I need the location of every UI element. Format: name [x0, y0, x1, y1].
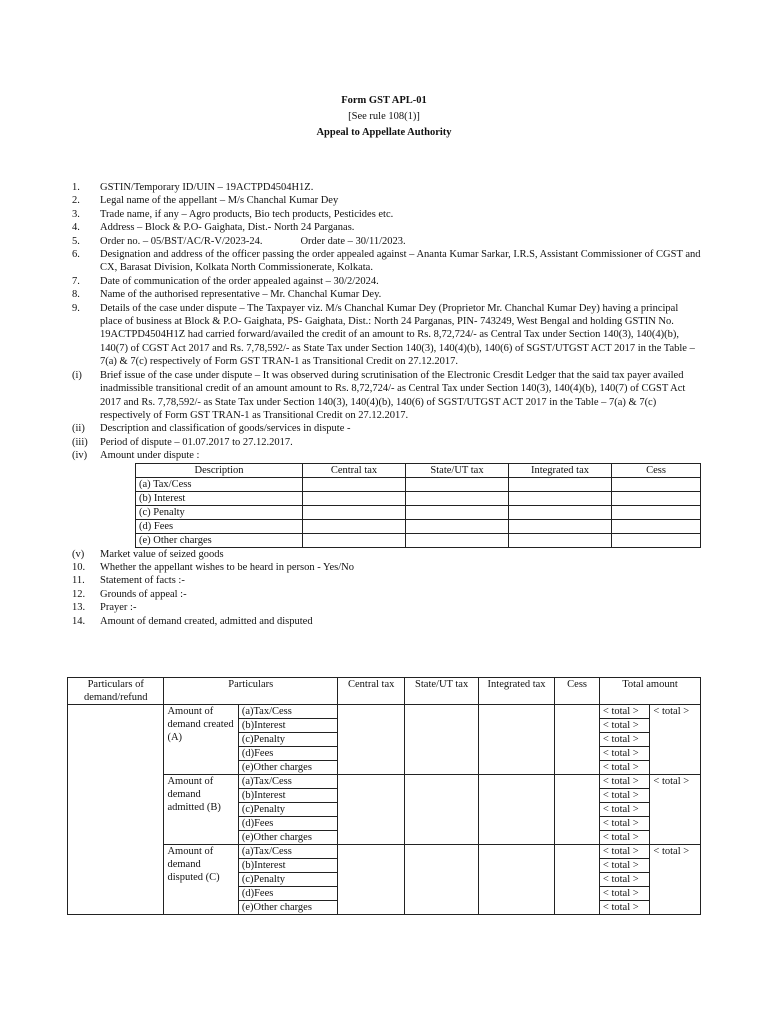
- subrow-label: (d)Fees: [238, 817, 337, 831]
- item-number: 8.: [72, 289, 80, 301]
- list-item: [72, 275, 702, 288]
- total-cell: < total >: [599, 761, 650, 775]
- appeal-details-list: [72, 181, 702, 628]
- subrow-label: (b)Interest: [238, 789, 337, 803]
- item-text-main: Order no. – 05/BST/AC/R-V/2023-24.: [100, 235, 263, 247]
- group-label: Amount of demand admitted (B): [164, 775, 238, 845]
- table-row: [136, 533, 701, 547]
- header-state-tax: State/UT tax: [405, 678, 478, 705]
- amount-cell: [338, 705, 405, 775]
- group-label: Amount of demand created (A): [164, 705, 238, 775]
- subrow-label: (b)Interest: [238, 859, 337, 873]
- header-cess: Cess: [555, 678, 600, 705]
- total-cell: < total >: [599, 775, 650, 789]
- amount-cell: [478, 705, 554, 775]
- item-text: [100, 615, 702, 628]
- header-integrated-tax: Integrated tax: [478, 678, 554, 705]
- header-total-amount: Total amount: [599, 678, 700, 705]
- list-item: [72, 548, 702, 561]
- item-text: [100, 601, 702, 614]
- row-description: (a) Tax/Cess: [136, 477, 303, 491]
- item-text: [100, 436, 702, 449]
- demand-table: [67, 677, 701, 915]
- table-cell: [509, 477, 612, 491]
- subrow-label: (b)Interest: [238, 719, 337, 733]
- particulars-cell: [68, 845, 164, 915]
- total-cell: < total >: [599, 803, 650, 817]
- list-item: [72, 302, 702, 369]
- demand-table-header: [68, 678, 701, 705]
- item-number: 9.: [72, 302, 80, 314]
- header-central-tax: Central tax: [338, 678, 405, 705]
- item-text-main: Date of communication of the order appealed against – 30/2/2024.: [100, 275, 379, 287]
- total-cell: < total >: [599, 747, 650, 761]
- group-total-cell: < total >: [650, 845, 701, 915]
- item-text: [100, 248, 702, 275]
- list-item: [72, 601, 702, 614]
- table-cell: [509, 519, 612, 533]
- item-number: 2.: [72, 195, 80, 207]
- list-item: [72, 221, 702, 234]
- item-text-main: Grounds of appeal :-: [100, 588, 187, 600]
- subrow-label: (a)Tax/Cess: [238, 845, 337, 859]
- item-text: [100, 588, 702, 601]
- table-row: [136, 477, 701, 491]
- amount-cell: [405, 705, 478, 775]
- item-text-main: Legal name of the appellant – M/s Chanchal Kumar Dey: [100, 195, 339, 207]
- item-text: [100, 449, 702, 462]
- list-item: [72, 235, 702, 248]
- subrow-label: (a)Tax/Cess: [238, 775, 337, 789]
- table-cell: [303, 505, 406, 519]
- row-description: (d) Fees: [136, 519, 303, 533]
- table-cell: [406, 533, 509, 547]
- table-cell: [406, 477, 509, 491]
- header-cess: Cess: [612, 463, 701, 477]
- list-item: [72, 574, 702, 587]
- table-cell: [406, 505, 509, 519]
- amount-cell: [405, 775, 478, 845]
- table-cell: [509, 533, 612, 547]
- item-text-main: Designation and address of the officer passing the order appealed against – Ananta Kumar Sarkar, I.R.S, Assistant Commissioner of CGST and CX, Barasat Division, Kolkata North Commissionerate, Kolkata.: [100, 249, 701, 274]
- amount-cell: [338, 845, 405, 915]
- list-item: [72, 561, 702, 574]
- amount-cell: [478, 845, 554, 915]
- total-cell: < total >: [599, 719, 650, 733]
- amount-cell: [478, 775, 554, 845]
- item-text-main: Whether the appellant wishes to be heard in person - Yes/No: [100, 561, 354, 573]
- subrow-label: (e)Other charges: [238, 901, 337, 915]
- item-text-main: Period of dispute – 01.07.2017 to 27.12.2017.: [100, 436, 293, 448]
- list-item: [72, 181, 702, 194]
- item-text: [100, 288, 702, 301]
- item-text-main: Prayer :-: [100, 602, 137, 614]
- item-text-main: Trade name, if any – Agro products, Bio tech products, Pesticides etc.: [100, 208, 394, 220]
- item-text: [100, 422, 702, 435]
- header-particulars: Particulars: [164, 678, 338, 705]
- item-number: (iv): [72, 450, 88, 462]
- table-cell: [509, 491, 612, 505]
- header-integrated-tax: Integrated tax: [509, 463, 612, 477]
- table-row: [136, 505, 701, 519]
- item-text-main: Description and classification of goods/services in dispute -: [100, 423, 351, 435]
- item-text: [100, 208, 702, 221]
- subrow-label: (c)Penalty: [238, 803, 337, 817]
- particulars-cell: [68, 775, 164, 845]
- list-item: [72, 194, 702, 207]
- list-item: [72, 422, 702, 435]
- total-cell: < total >: [599, 789, 650, 803]
- table-cell: [612, 519, 701, 533]
- item-text-main: Amount under dispute :: [100, 450, 200, 462]
- list-item: [72, 369, 702, 423]
- table-row: [68, 705, 701, 719]
- header-particulars-of-demand: Particulars of demand/refund: [68, 678, 164, 705]
- item-text-secondary: Order date – 30/11/2023.: [300, 235, 406, 247]
- form-title: Form GST APL-01: [341, 95, 427, 106]
- list-item: [72, 248, 702, 275]
- item-number: 1.: [72, 182, 80, 193]
- particulars-cell: [68, 705, 164, 775]
- group-total-cell: < total >: [650, 705, 701, 775]
- amount-under-dispute-table: [135, 463, 701, 548]
- table-cell: [509, 505, 612, 519]
- item-text: [100, 561, 702, 574]
- item-number: 5.: [72, 235, 80, 247]
- table-cell: [612, 477, 701, 491]
- item-number: 10.: [72, 561, 86, 573]
- item-text-main: Market value of seized goods: [100, 548, 224, 560]
- item-text: [100, 221, 702, 234]
- total-cell: < total >: [599, 817, 650, 831]
- item-number: (ii): [72, 423, 85, 435]
- table-cell: [612, 505, 701, 519]
- amount-cell: [555, 705, 600, 775]
- group-label: Amount of demand disputed (C): [164, 845, 238, 915]
- form-header: [0, 93, 768, 141]
- total-cell: < total >: [599, 831, 650, 845]
- item-text: [100, 235, 702, 248]
- item-text-main: Address – Block & P.O- Gaighata, Dist.- North 24 Parganas.: [100, 222, 355, 234]
- header-description: Description: [136, 463, 303, 477]
- total-cell: < total >: [599, 859, 650, 873]
- subrow-label: (e)Other charges: [238, 831, 337, 845]
- item-text-main: Name of the authorised representative – Mr. Chanchal Kumar Dey.: [100, 289, 382, 301]
- item-number: 14.: [72, 615, 86, 627]
- item-text: [100, 302, 702, 369]
- row-description: (e) Other charges: [136, 533, 303, 547]
- item-number: 3.: [72, 208, 80, 220]
- subrow-label: (d)Fees: [238, 887, 337, 901]
- item-number: (iii): [72, 436, 88, 448]
- list-item: [72, 449, 702, 462]
- item-number: (i): [72, 369, 82, 381]
- table-cell: [612, 533, 701, 547]
- table-cell: [406, 519, 509, 533]
- table-cell: [303, 477, 406, 491]
- table-cell: [303, 519, 406, 533]
- table-cell: [612, 491, 701, 505]
- table-cell: [303, 533, 406, 547]
- list-item: [72, 208, 702, 221]
- item-text-main: Amount of demand created, admitted and disputed: [100, 615, 313, 627]
- list-item: [72, 288, 702, 301]
- form-subtitle: Appeal to Appellate Authority: [316, 127, 452, 138]
- total-cell: < total >: [599, 873, 650, 887]
- item-text-main: Statement of facts :-: [100, 575, 185, 587]
- subrow-label: (c)Penalty: [238, 873, 337, 887]
- item-text: [100, 275, 702, 288]
- table-row: [68, 845, 701, 859]
- item-text: [100, 574, 702, 587]
- table-row: [68, 775, 701, 789]
- amount-cell: [338, 775, 405, 845]
- table-row: [136, 519, 701, 533]
- item-number: 6.: [72, 249, 80, 261]
- item-text: [100, 194, 702, 207]
- total-cell: < total >: [599, 901, 650, 915]
- item-text-main: GSTIN/Temporary ID/UIN – 19ACTPD4504H1Z.: [100, 182, 314, 193]
- table-cell: [303, 491, 406, 505]
- subrow-label: (a)Tax/Cess: [238, 705, 337, 719]
- total-cell: < total >: [599, 887, 650, 901]
- total-cell: < total >: [599, 705, 650, 719]
- subrow-label: (d)Fees: [238, 747, 337, 761]
- table-row: [136, 491, 701, 505]
- amount-table-header: [136, 463, 701, 477]
- list-item: [72, 588, 702, 601]
- list-item: [72, 615, 702, 628]
- item-number: 12.: [72, 588, 86, 600]
- row-description: (b) Interest: [136, 491, 303, 505]
- amount-cell: [405, 845, 478, 915]
- item-text-main: Details of the case under dispute – The Taxpayer viz. M/s Chanchal Kumar Dey (Proprietor Mr. Chanchal Kumar Dey) having a principal place of business at Block & P.O- Gaighata, PS- Gaighata, Dist.: North 24 Parganas, PIN- 743249, West Bengal and holding GSTIN No. 19ACTPD4504H1Z had carried forward/availed the credit of an amount to Rs. 8,72,724/- as Central Tax under Section 140(3), 140(4)(b), 140(7) of CGST Act 2017 and Rs. 7,78,592/- as State Tax under Section 140(3), 140(4)(b), 140(6) of SGST/UTGST ACT 2017 in the Table – 7(a) & 7(c) respectively of Form GST TRAN-1 as Transitional Credit on 27.12.2017.: [100, 302, 695, 368]
- item-number: 11.: [72, 575, 85, 587]
- row-description: (c) Penalty: [136, 505, 303, 519]
- subrow-label: (e)Other charges: [238, 761, 337, 775]
- form-rule: [See rule 108(1)]: [348, 111, 420, 122]
- total-cell: < total >: [599, 845, 650, 859]
- amount-cell: [555, 775, 600, 845]
- total-cell: < total >: [599, 733, 650, 747]
- list-item: [72, 436, 702, 449]
- subrow-label: (c)Penalty: [238, 733, 337, 747]
- group-total-cell: < total >: [650, 775, 701, 845]
- item-number: 13.: [72, 602, 86, 614]
- item-text-main: Brief issue of the case under dispute – It was observed during scrutinisation of the Electronic Cresdit Ledger that the said tax payer availed inadmissible transitional credit of an amount amount to Rs. 8,72,724/- as Central Tax under Section 140(3), 140(4)(b), 140(7) of CGST Act 2017 and Rs. 7,78,592/- as State Tax under Section 140(3), 140(4)(b), 140(6) of SGST/UTGST ACT 2017 in the Table – 7(a) & 7(c) respectively of Form GST TRAN-1 as Transitional Credit on 27.12.2017.: [100, 369, 686, 421]
- table-cell: [406, 491, 509, 505]
- amount-cell: [555, 845, 600, 915]
- item-number: 4.: [72, 222, 80, 234]
- item-text: [100, 369, 702, 423]
- item-number: 7.: [72, 275, 80, 287]
- item-text: [100, 548, 702, 561]
- header-central-tax: Central tax: [303, 463, 406, 477]
- header-state-tax: State/UT tax: [406, 463, 509, 477]
- item-text: [100, 181, 702, 194]
- item-number: (v): [72, 548, 85, 560]
